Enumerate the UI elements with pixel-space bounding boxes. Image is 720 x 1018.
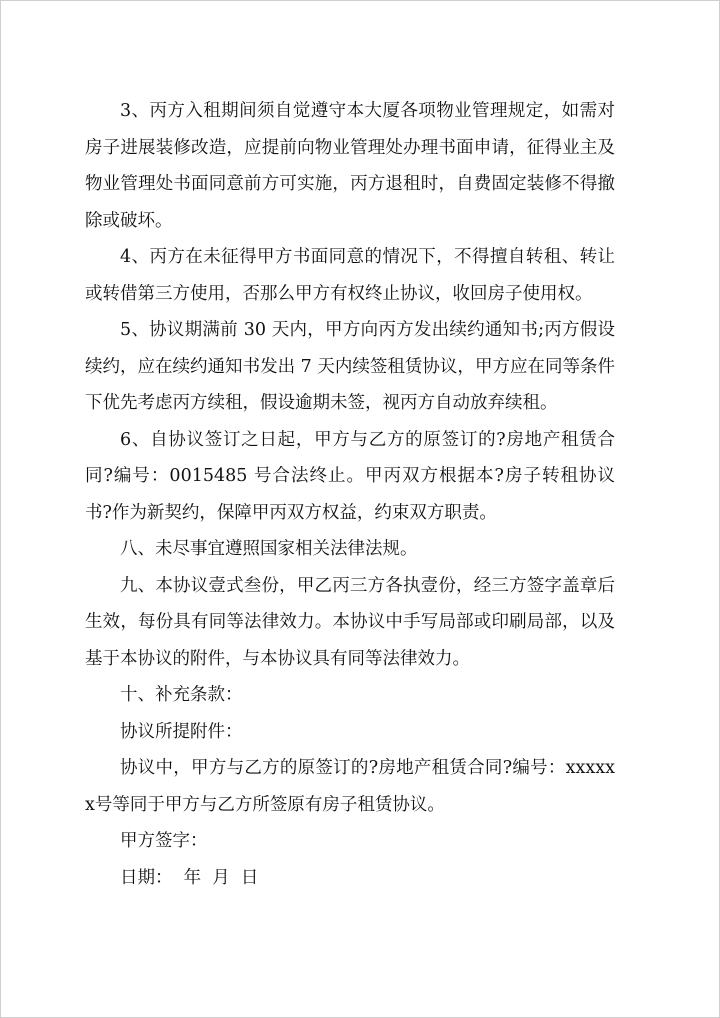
section-9-paragraph: 九、本协议壹式叁份，甲乙丙三方各执壹份，经三方签字盖章后生效，每份具有同等法律效力。本协议中手写局部或印刷局部，以及基于本协议的附件，与本协议具有同等法律效力。 bbox=[85, 575, 615, 669]
document-body bbox=[85, 93, 615, 896]
date-line: 日期： 年 月 日 bbox=[120, 867, 259, 888]
clause-6-paragraph: 6、自协议签订之日起，甲方与乙方的原签订的?房地产租赁合同?编号：0015485 号合法终止。甲丙双方根据本?房子转租协议书?作为新契约，保障甲丙双方权益，约束双方职责。 bbox=[85, 429, 615, 523]
clause-3-paragraph: 3、丙方入租期间须自觉遵守本大厦各项物业管理规定，如需对房子进展装修改造，应提前向物业管理处办理书面申请，征得业主及物业管理处书面同意前方可实施，丙方退租时，自费固定装修不得撤除或破坏。 bbox=[85, 101, 615, 231]
attachments-heading: 协议所提附件： bbox=[120, 721, 243, 742]
section-8-paragraph: 八、未尽事宜遵照国家相关法律法规。 bbox=[120, 539, 418, 559]
section-10-heading: 十、补充条款： bbox=[120, 685, 243, 705]
party-a-signature-label: 甲方签字： bbox=[120, 831, 208, 851]
attachments-paragraph: 协议中，甲方与乙方的原签订的?房地产租赁合同?编号：xxxxxx号等同于甲方与乙方所签原有房子租赁协议。 bbox=[85, 758, 615, 815]
clause-5-paragraph: 5、协议期满前 30 天内，甲方向丙方发出续约通知书;丙方假设续约，应在续约通知书发出 7 天内续签租赁协议，甲方应在同等条件下优先考虑丙方续租，假设逾期未签，视丙方自动放弃续租。 bbox=[85, 320, 615, 413]
clause-4-paragraph: 4、丙方在未征得甲方书面同意的情况下，不得擅自转租、转让或转借第三方使用，否那么甲方有权终止协议，收回房子使用权。 bbox=[85, 247, 615, 304]
